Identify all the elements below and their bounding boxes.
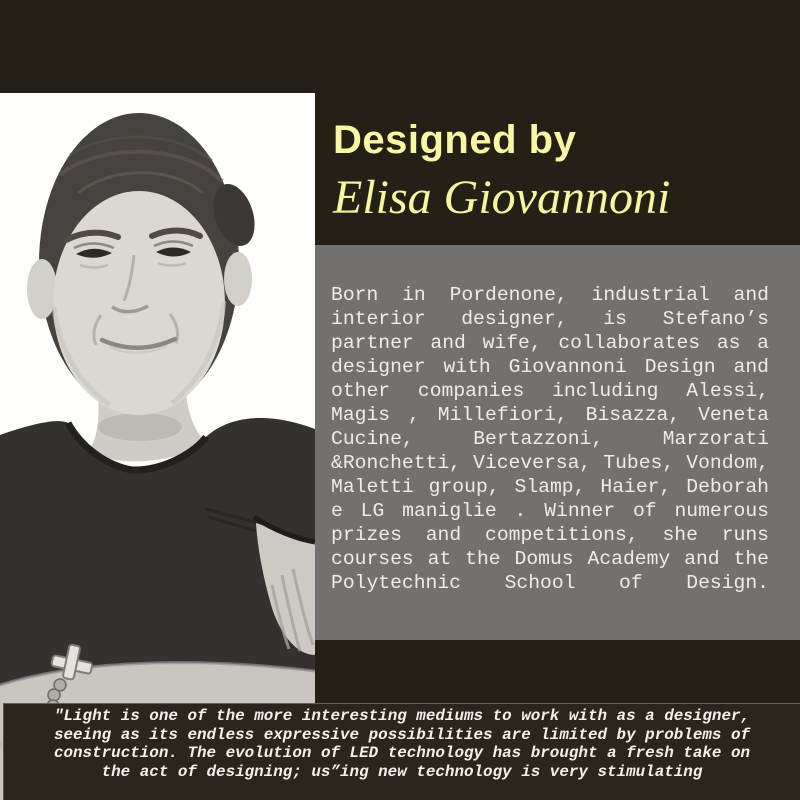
bio-line: Polytechnic School of Design.: [331, 572, 769, 594]
bio-line: e LG maniglie . Winner of numerous: [331, 500, 769, 522]
designer-name: Elisa Giovannoni: [333, 171, 671, 224]
quote-line: seeing as its endless expressive possibilities are limited by problems of: [53, 725, 751, 744]
portrait-illustration: [0, 93, 315, 800]
bio-line: prizes and competitions, she runs: [331, 524, 769, 546]
bio-panel: [315, 245, 800, 640]
bio-line: designer with Giovannoni Design and: [331, 356, 769, 378]
bio-line: other companies including Alessi,: [331, 380, 769, 402]
quote-line: construction. The evolution of LED technology has brought a fresh take on: [53, 744, 751, 762]
designed-by-label: Designed by: [333, 118, 577, 162]
bio-line: Born in Pordenone, industrial and: [331, 284, 769, 306]
bio-line: interior designer, is Stefano’s: [331, 308, 769, 330]
quote-line: the act of designing; us”ing new technology is very stimulating: [101, 762, 703, 781]
bio-line: Magis , Millefiori, Bisazza, Veneta: [331, 404, 769, 426]
quote-panel: [3, 703, 800, 800]
portrait-photo: [0, 93, 315, 800]
bio-line: &Ronchetti, Viceversa, Tubes, Vondom,: [331, 452, 769, 474]
bio-line: courses at the Domus Academy and the: [331, 548, 769, 570]
bio-line: Maletti group, Slamp, Haier, Deborah: [331, 476, 769, 498]
quote-line: "Light is one of the more interesting mediums to work with as a designer,: [53, 707, 751, 725]
bio-line: partner and wife, collaborates as a: [331, 332, 769, 354]
bio-line: Cucine, Bertazzoni, Marzorati: [331, 428, 769, 450]
